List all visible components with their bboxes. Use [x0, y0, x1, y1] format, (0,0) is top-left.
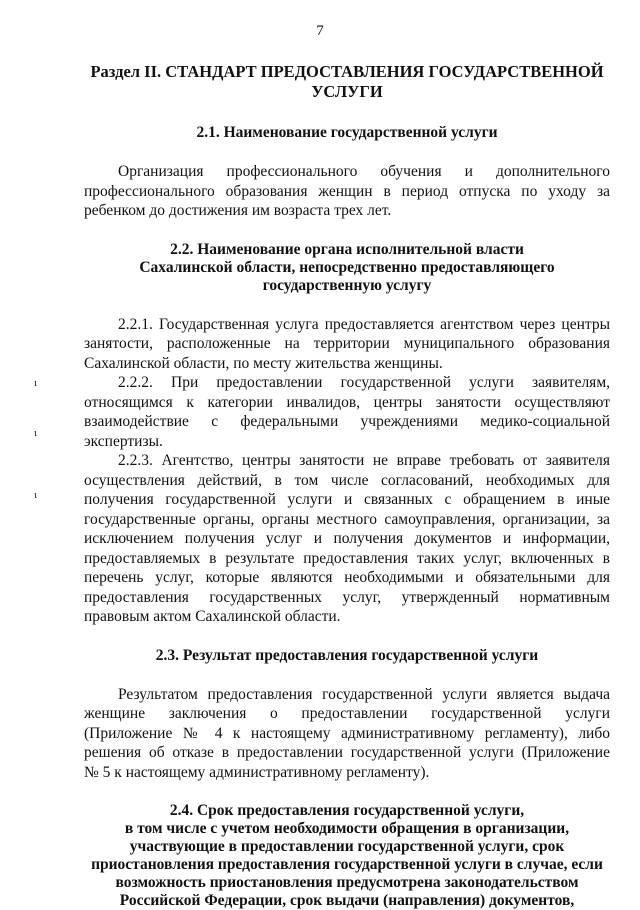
heading-2-3	[84, 647, 610, 665]
heading-line: в том числе с учетом необходимости обращения в организации,	[124, 820, 570, 837]
paragraph-2-2-3	[84, 451, 610, 627]
heading-line: государственную услугу	[262, 276, 432, 294]
heading-line: 2.1. Наименование государственной услуги	[196, 124, 498, 141]
paragraph-line: 2.2.3. Агентство, центры занятости не вправе требовать от заявителя	[118, 452, 610, 469]
paragraph-2-3	[84, 685, 610, 783]
margin-mark: ɩ	[34, 427, 37, 439]
paragraph-line: получения государственной услуги и связанных с обращением в иные	[84, 491, 610, 508]
paragraph-line: взаимодействие с федеральными учреждениями медико-социальной	[84, 413, 610, 430]
paragraph-line: № 5 к настоящему административному регламенту).	[84, 763, 430, 781]
heading-line: Сахалинской области, непосредственно предоставляющего	[139, 258, 555, 276]
margin-mark: ɩ	[34, 489, 37, 501]
paragraph-line: 2.2.1. Государственная услуга предоставляется агентством через центры	[118, 315, 610, 333]
paragraph-line: перечень услуг, которые являются необходимыми и обязательными для	[84, 569, 610, 586]
heading-line: возможность приостановления предусмотрена законодательством	[115, 874, 579, 891]
heading-2-4	[84, 802, 610, 910]
paragraph-line: относящимся к категории инвалидов, центры занятости осуществляют	[84, 393, 610, 411]
heading-line: приостановления предоставления государственной услуги в случае, если	[91, 856, 603, 873]
paragraph-2-2-1	[84, 315, 610, 374]
paragraph-line: предоставляемых в результате предоставления таких услуг, включенных в	[84, 549, 610, 567]
paragraph-line: решения об отказе в предоставлении государственной услуги (Приложение	[84, 744, 610, 761]
paragraph-2-2-2	[84, 373, 610, 451]
margin-mark: ı	[34, 377, 38, 389]
paragraph-line: правовым актом Сахалинской области.	[84, 608, 341, 625]
paragraph-line: (Приложение № 4 к настоящему административному регламенту), либо	[84, 724, 610, 742]
paragraph-line: занятости, расположенные на территории муниципального образования	[84, 335, 610, 352]
heading-line: 2.4. Срок предоставления государственной услуги,	[169, 802, 525, 819]
paragraph-2-1	[84, 162, 610, 221]
paragraph-line: предоставления государственных услуг, утвержденный нормативным	[84, 588, 610, 606]
heading-2-1	[84, 124, 610, 142]
paragraph-line: ребенком до достижения им возраста трех лет.	[84, 202, 392, 219]
paragraph-line: государственные органы, органы местного самоуправления, организации, за	[84, 510, 610, 528]
section-title-line: УСЛУГИ	[311, 82, 383, 101]
paragraph-line: Организация профессионального обучения и дополнительного	[118, 163, 610, 180]
heading-2-2	[84, 241, 610, 295]
paragraph-line: Сахалинской области, по месту жительства женщины.	[84, 354, 443, 372]
paragraph-line: 2.2.2. При предоставлении государственной услуги заявителям,	[118, 374, 610, 391]
section-title-line: Раздел II. СТАНДАРТ ПРЕДОСТАВЛЕНИЯ ГОСУДАРСТВЕННОЙ	[90, 62, 604, 81]
heading-line: 2.3. Результат предоставления государственной услуги	[155, 646, 539, 664]
heading-line: 2.2. Наименование органа исполнительной власти	[170, 240, 524, 258]
paragraph-line: женщине заключения о предоставлении государственной услуги	[84, 705, 610, 722]
section-title	[84, 62, 610, 102]
heading-line: Российской Федерации, срок выдачи (направления) документов,	[119, 892, 575, 909]
page-number: 7	[316, 23, 324, 39]
paragraph-line: профессионального образования женщин в период отпуска по уходу за	[84, 182, 610, 200]
paragraph-line: экспертизы.	[84, 432, 163, 450]
paragraph-line: исключением получения услуг и получения документов и информации,	[84, 530, 610, 547]
heading-line: участвующие в предоставлении государственной услуги, срок	[129, 838, 565, 855]
document-body	[84, 62, 610, 910]
paragraph-line: осуществления действий, в том числе согласований, необходимых для	[84, 471, 610, 489]
paragraph-line: Результатом предоставления государственной услуги является выдача	[118, 685, 610, 703]
